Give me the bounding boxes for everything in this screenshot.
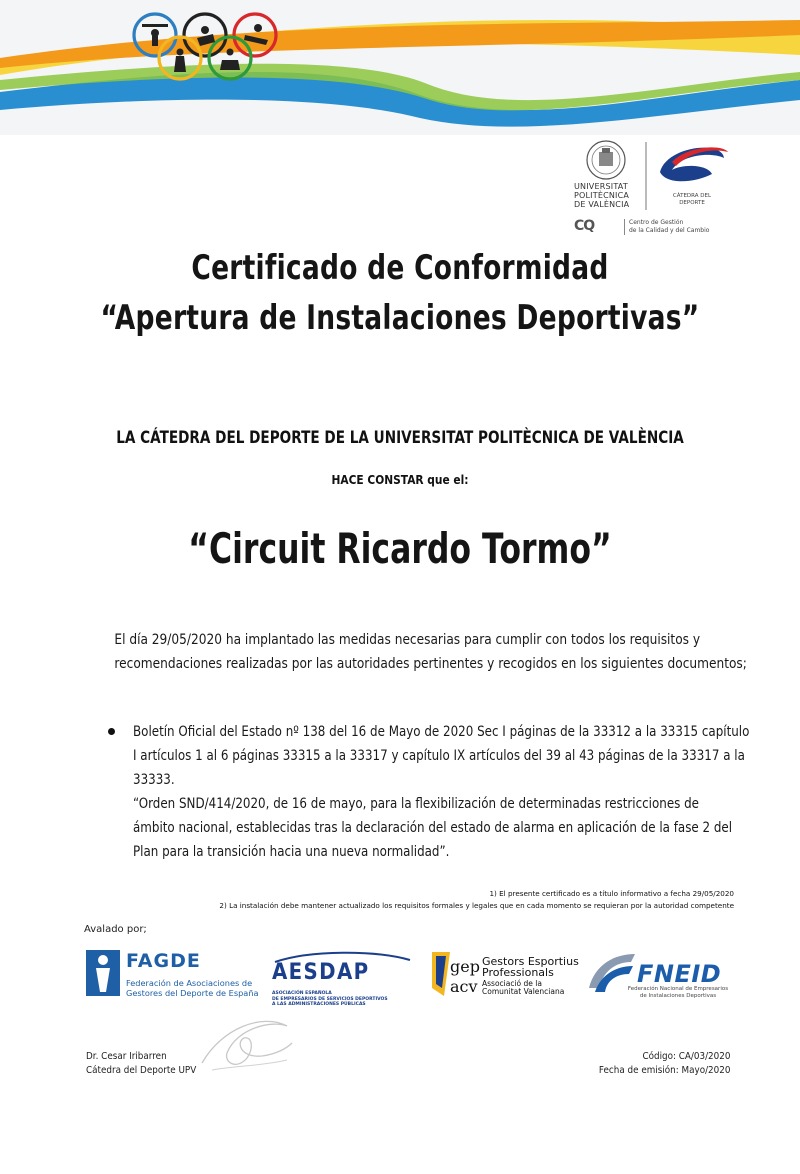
gepacv-mark-top: gep — [450, 957, 480, 976]
hace-constar: HACE CONSTAR que el: — [331, 472, 469, 487]
issuer-statement: LA CÁTEDRA DEL DEPORTE DE LA UNIVERSITAT POLITÈCNICA DE VALÈNCIA — [116, 428, 684, 448]
footnote-1: 1) El presente certificado es a título informativo a fecha 29/05/2020 — [489, 889, 734, 898]
olympic-rings-waves-graphic — [0, 0, 800, 135]
footnotes — [219, 888, 734, 912]
signer-block — [86, 1050, 196, 1078]
certificate-title: Certificado de Conformidad — [191, 248, 609, 288]
fneid-logo — [585, 948, 735, 1008]
fagde-logo — [86, 950, 261, 1002]
bullet-icon — [108, 728, 115, 735]
signature-graphic — [192, 1008, 302, 1078]
fagde-caption: Federación de Asociaciones de Gestores del Deporte de España — [126, 978, 259, 998]
gepacv-emblem-icon — [428, 948, 480, 1000]
aesdap-logo — [270, 950, 415, 1010]
aesdap-caption: ASOCIACIÓN ESPAÑOLA DE EMPRESARIOS DE SERVICIOS DEPORTIVOS A LAS ADMINISTRACIONES PÚBLICAS — [272, 991, 388, 1007]
cq-caption: Centro de Gestión de la Calidad y del Cambio — [624, 219, 709, 235]
certificate-subtitle: “Apertura de Instalaciones Deportivas” — [100, 298, 700, 338]
gepacv-logo — [428, 948, 578, 1000]
list-item: Boletín Oficial del Estado nº 138 del 16 de Mayo de 2020 Sec I páginas de la 33312 a la 33315 capítulo I artículos 1 al 6 páginas 33315 a la 33317 y capítulo IX artículos del 39 al 43 páginas de la 33317 a la 33333. “Orden SND/414/2020, de 16 de mayo, para la flexibilización de determinadas restricciones de ámbito nacional, establecidas tras la declaración del estado de alarma en aplicación de la fase 2 del Plan para la transición hacia una nueva normalidad”. — [133, 724, 750, 860]
endorsed-by-label: Avalado por; — [84, 924, 147, 935]
gepacv-name: Gestors Esportius Professionals — [482, 955, 579, 979]
fneid-name: FNEID — [637, 960, 722, 988]
fagde-name: FAGDE — [126, 950, 201, 972]
cq-logo — [574, 218, 724, 238]
catedra-name: CÀTEDRA DEL DEPORTE — [672, 193, 712, 206]
footnote-2: 2) La instalación debe mantener actualizado los requisitos formales y legales que en cada momento se requieran por la autoridad competente — [219, 901, 734, 910]
certified-entity: “Circuit Ricardo Tormo” — [188, 524, 612, 573]
intro-paragraph: El día 29/05/2020 ha implantado las medidas necesarias para cumplir con todos los requisitos y recomendaciones realizadas por las autoridades pertinentes y recogidos en los siguientes documentos; — [114, 632, 747, 672]
header-banner — [0, 0, 800, 135]
upv-name: UNIVERSITAT POLITÈCNICA DE VALÈNCIA — [574, 182, 630, 209]
document-code-block — [598, 1050, 730, 1078]
cq-mark: CQ — [574, 218, 595, 234]
gepacv-mark-bottom: acv — [450, 977, 478, 996]
fagde-emblem-icon — [86, 950, 120, 996]
aesdap-name: AESDAP — [272, 960, 370, 985]
gepacv-caption: Associació de la Comunitat Valenciana — [482, 979, 565, 996]
issue-date: Fecha de emisión: Mayo/2020 — [598, 1065, 730, 1076]
fneid-caption: Federación Nacional de Empresarios de Instalaciones Deportivas — [627, 986, 729, 999]
document-code: Código: CA/03/2020 — [642, 1051, 730, 1062]
upv-logo-block — [572, 138, 732, 243]
signer-name: Dr. Cesar Iribarren — [86, 1051, 167, 1062]
signer-role: Cátedra del Deporte UPV — [86, 1065, 197, 1076]
